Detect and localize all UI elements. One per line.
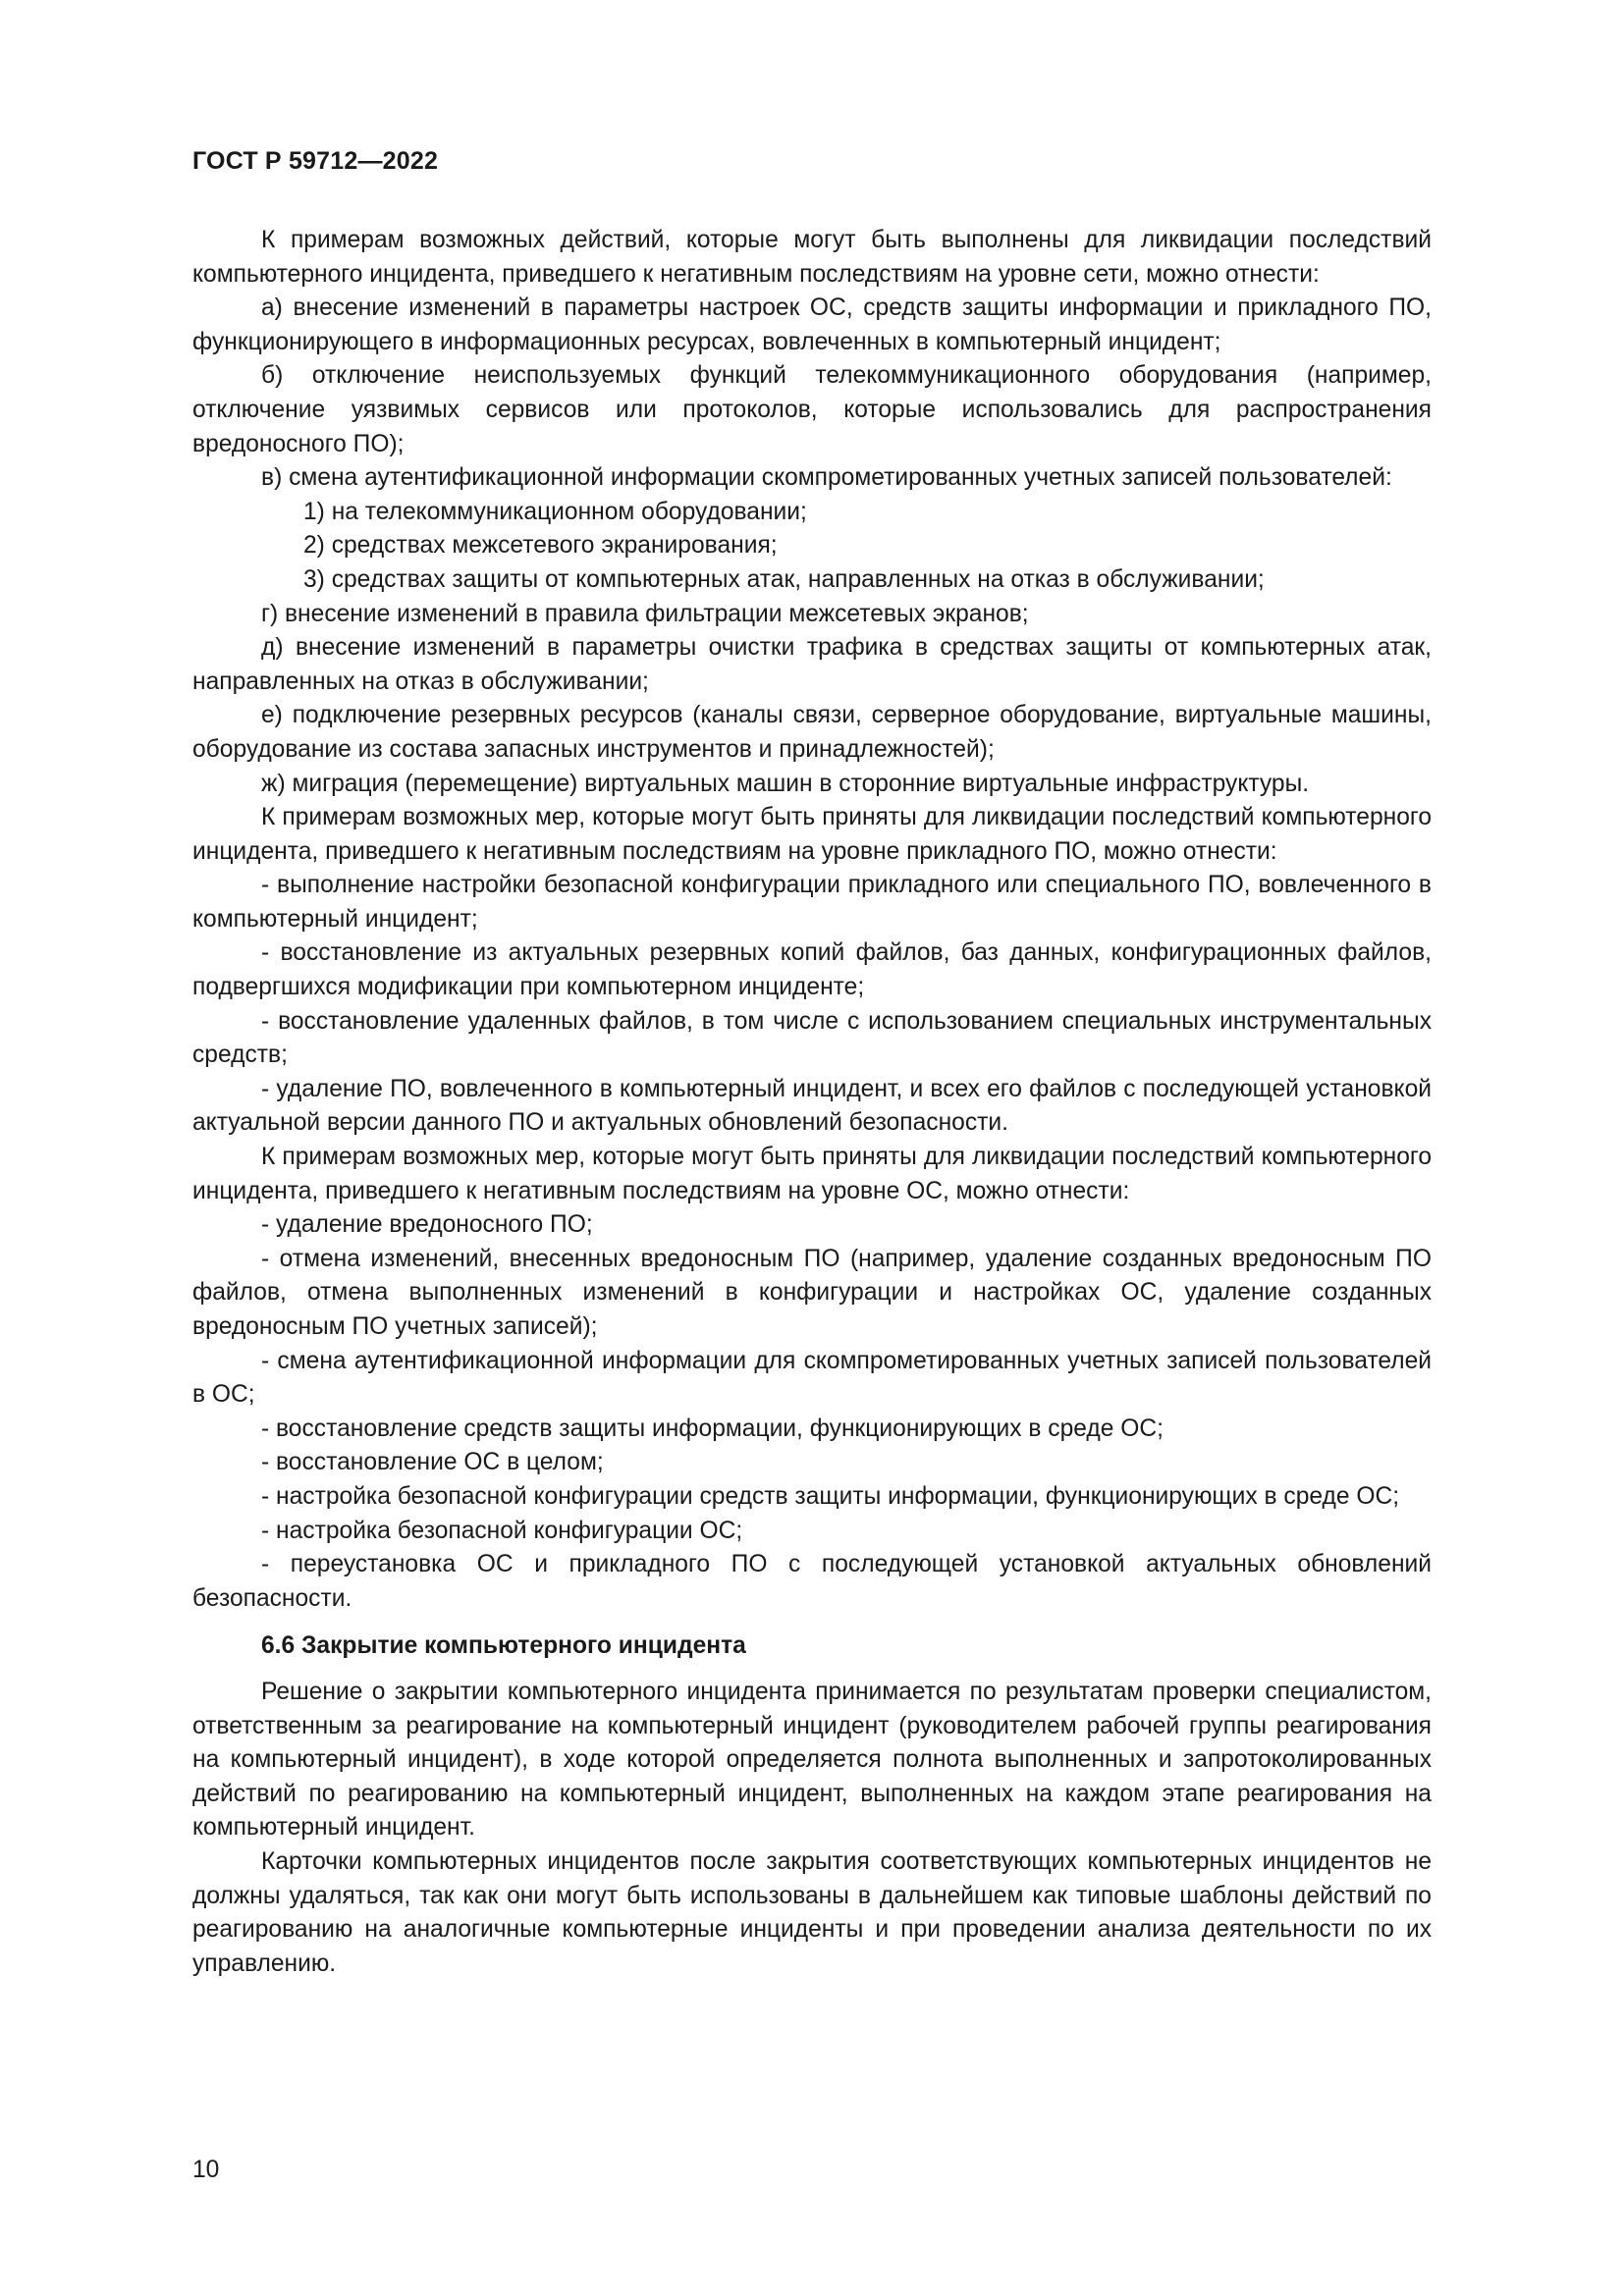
list-item-v: в) смена аутентификационной информации скомпрометированных учетных записей пользователей: (261, 464, 1392, 492)
list-item-g: г) внесение изменений в правила фильтрации межсетевых экранов; (261, 600, 1029, 627)
bullet-item: - восстановление средств защиты информации, функционирующих в среде ОС; (261, 1415, 1164, 1442)
list-item-e: е) подключение резервных ресурсов (каналы связи, серверное оборудование, виртуальные машины, оборудование из состава запасных инструментов и принадлежностей); (192, 702, 1432, 763)
sub-item-1: 1) на телекоммуникационном оборудовании; (303, 498, 807, 525)
bullet-item: - восстановление из актуальных резервных копий файлов, баз данных, конфигурационных файлов, подвергшихся модификации при компьютерном инциденте; (192, 939, 1432, 1001)
paragraph-intro-network: К примерам возможных действий, которые могут быть выполнены для ликвидации последствий компьютерного инцидента, приведшего к негативным последствиям на уровне сети, можно отнести: (192, 227, 1432, 288)
bullet-item: - восстановление ОС в целом; (261, 1449, 604, 1476)
list-item-d: д) внесение изменений в параметры очистки трафика в средствах защиты от компьютерных атак, направленных на отказ в обслуживании; (192, 634, 1432, 695)
bullet-item: - настройка безопасной конфигурации средств защиты информации, функционирующих в среде ОС; (261, 1482, 1400, 1510)
bullet-item: - удаление вредоносного ПО; (261, 1211, 593, 1239)
document-body (192, 224, 1432, 1981)
list-item-zh: ж) миграция (перемещение) виртуальных машин в сторонние виртуальные инфраструктуры. (261, 770, 1310, 797)
paragraph-intro-app: К примерам возможных мер, которые могут быть приняты для ликвидации последствий компьютерного инцидента, приведшего к негативным последствиям на уровне прикладного ПО, можно отнести: (192, 804, 1432, 865)
paragraph-intro-os: К примерам возможных мер, которые могут быть приняты для ликвидации последствий компьютерного инцидента, приведшего к негативным последствиям на уровне ОС, можно отнести: (192, 1144, 1432, 1204)
sub-item-3: 3) средствах защиты от компьютерных атак, направленных на отказ в обслуживании; (303, 565, 1265, 593)
section-paragraph: Карточки компьютерных инцидентов после закрытия соответствующих компьютерных инцидентов не должны удаляться, так как они могут быть использованы в дальнейшем как типовые шаблоны действий по реагированию на аналогичные компьютерные инциденты и при проведении анализа деятельности по их управлению. (192, 1847, 1432, 1977)
bullet-item: - выполнение настройки безопасной конфигурации прикладного или специального ПО, вовлеченного в компьютерный инцидент; (192, 872, 1432, 933)
bullet-item: - удаление ПО, вовлеченного в компьютерный инцидент, и всех его файлов с последующей установкой актуальной версии данного ПО и актуальных обновлений безопасности. (192, 1075, 1432, 1137)
bullet-item: - отмена изменений, внесенных вредоносным ПО (например, удаление созданных вредоносным ПО файлов, отмена выполненных изменений в конфигурации и настройках ОС, удаление созданных вредоносным ПО учетных записей); (192, 1245, 1432, 1340)
page-number: 10 (192, 2157, 220, 2183)
bullet-item: - смена аутентификационной информации для скомпрометированных учетных записей пользователей в ОС; (192, 1347, 1432, 1409)
bullet-item: - восстановление удаленных файлов, в том числе с использованием специальных инструментальных средств; (192, 1007, 1432, 1069)
document-header: ГОСТ Р 59712—2022 (192, 147, 439, 175)
list-item-a: а) внесение изменений в параметры настроек ОС, средств защиты информации и прикладного ПО, функционирующего в информационных ресурсах, вовлеченных в компьютерный инцидент; (192, 294, 1432, 355)
section-heading: 6.6 Закрытие компьютерного инцидента (261, 1632, 746, 1660)
bullet-item: - переустановка ОС и прикладного ПО с последующей установкой актуальных обновлений безопасности. (192, 1551, 1432, 1612)
section-paragraph: Решение о закрытии компьютерного инцидента принимается по результатам проверки специалистом, ответственным за реагирование на компьютерный инцидент (руководителем рабочей группы реагирования на компьютерный инцидент), в ходе которой определяется полнота выполненных и запротоколированных действий по реагированию на компьютерный инцидент, выполненных на каждом этапе реагирования на компьютерный инцидент. (192, 1678, 1432, 1842)
list-item-b: б) отключение неиспользуемых функций телекоммуникационного оборудования (например, отключение уязвимых сервисов или протоколов, которые использовались для распространения вредоносного ПО); (192, 362, 1432, 457)
bullet-item: - настройка безопасной конфигурации ОС; (261, 1517, 743, 1544)
sub-item-2: 2) средствах межсетевого экранирования; (303, 532, 778, 560)
